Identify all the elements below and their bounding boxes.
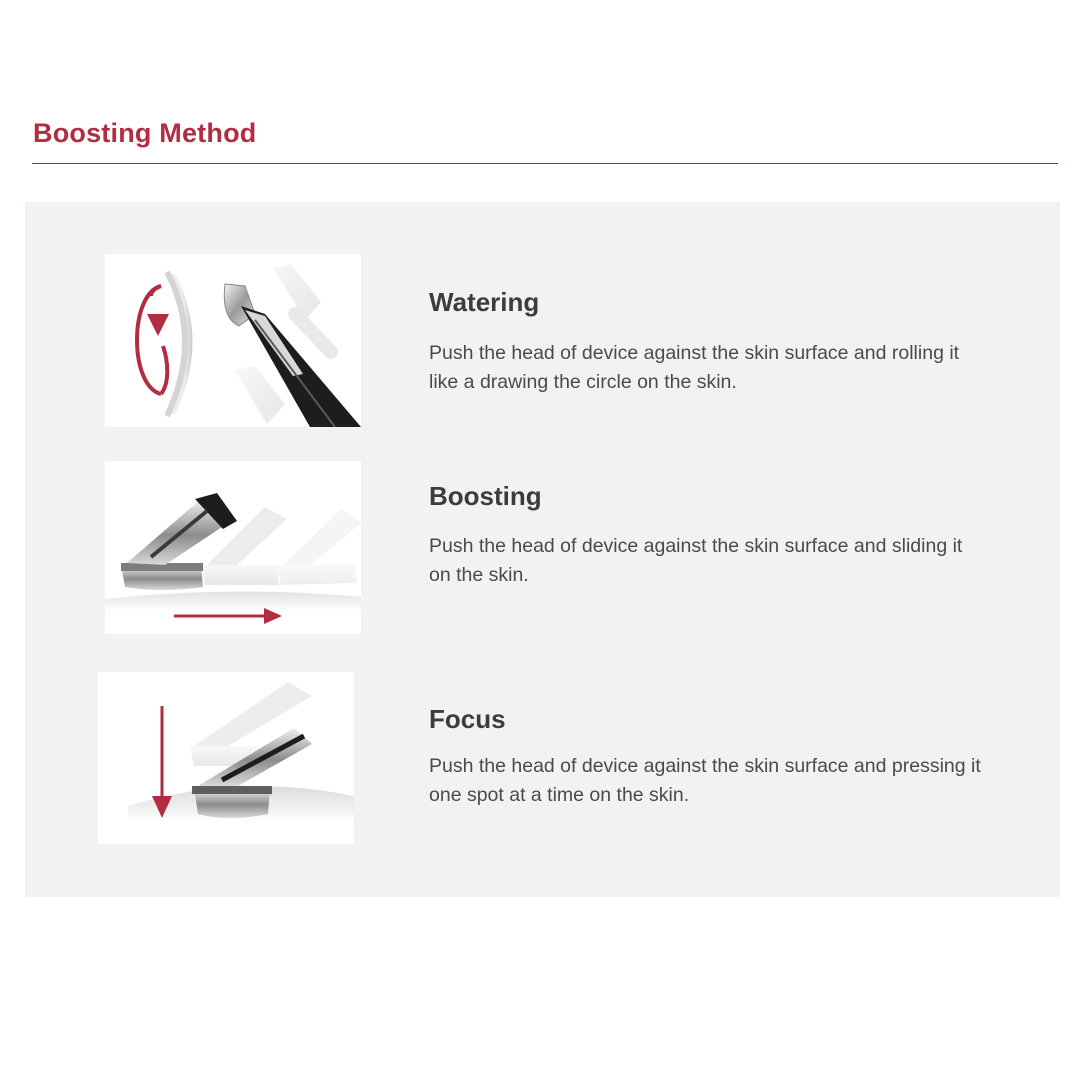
rotate-circular-icon	[125, 280, 175, 400]
slide-right-arrow-icon	[172, 606, 284, 626]
ghost-head-bottom	[235, 366, 285, 424]
step-title-focus: Focus	[429, 704, 506, 734]
focus-device-image	[98, 672, 354, 844]
step-title-boosting: Boosting	[429, 481, 542, 511]
step-title-watering: Watering	[429, 287, 540, 317]
device-handle	[224, 284, 361, 427]
ghost-head-far	[277, 509, 361, 585]
focus-illustration	[98, 672, 354, 844]
step-description-boosting: Push the head of device against the skin surface and sliding it on the skin.	[429, 535, 963, 586]
title-divider	[32, 163, 1058, 164]
press-down-arrow-icon	[148, 704, 176, 820]
page-title: Boosting Method	[33, 118, 257, 148]
step-description-watering: Push the head of device against the skin surface and rolling it like a drawing the circle on the skin.	[429, 342, 960, 393]
step-description-focus: Push the head of device against the skin surface and pressing it one spot at a time on the skin.	[429, 755, 981, 806]
